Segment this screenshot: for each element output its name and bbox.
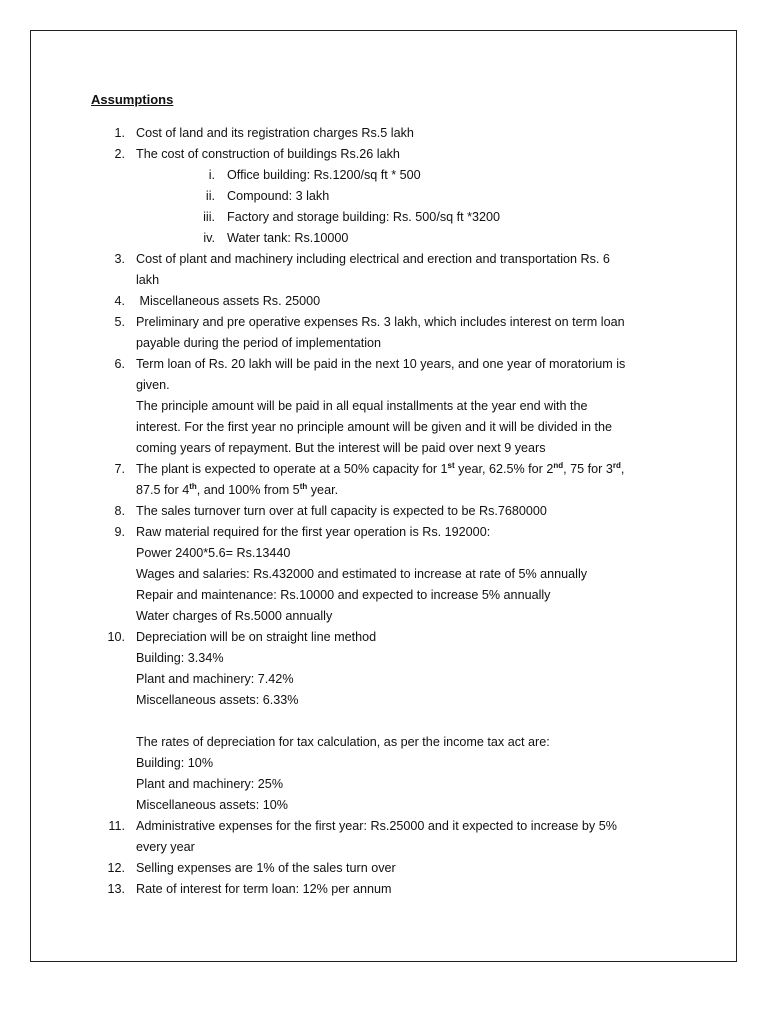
item-text: Selling expenses are 1% of the sales turn over [136, 861, 396, 875]
list-item [31, 543, 738, 564]
list-item [31, 858, 738, 879]
ordinal-suffix: rd [612, 461, 621, 470]
list-item [31, 774, 738, 795]
list-item [31, 375, 738, 396]
text-segment: 87.5 for 4 [136, 483, 190, 497]
list-item [31, 291, 738, 312]
item-text: Cost of plant and machinery including electrical and erection and transportation Rs. 6 [136, 252, 610, 266]
item-text: The sales turnover turn over at full capacity is expected to be Rs.7680000 [136, 504, 547, 518]
item-number: 5. [114, 315, 125, 329]
text-segment: year. [307, 483, 339, 497]
list-item [31, 333, 738, 354]
item-text: Water tank: Rs.10000 [227, 231, 349, 245]
sub-list-item [31, 186, 738, 207]
list-item [31, 396, 738, 417]
text-segment: , [620, 462, 625, 476]
list-item [31, 417, 738, 438]
sub-item-numeral: iii. [203, 210, 215, 224]
item-text: The cost of construction of buildings Rs.26 lakh [136, 147, 400, 161]
item-text: Raw material required for the first year operation is Rs. 192000: [136, 525, 491, 539]
item-text: Term loan of Rs. 20 lakh will be paid in the next 10 years, and one year of moratorium is [136, 357, 626, 371]
item-text [136, 480, 338, 501]
assumptions-heading: Assumptions [91, 92, 174, 107]
list-item [31, 690, 738, 711]
item-number: 11. [108, 819, 125, 833]
list-item [31, 564, 738, 585]
list-item [31, 312, 738, 333]
list-item [31, 459, 738, 480]
item-text: given. [136, 378, 170, 392]
list-item [31, 144, 738, 165]
list-item [31, 249, 738, 270]
item-text: Building: 3.34% [136, 651, 224, 665]
text-segment: year, 62.5% for 2 [454, 462, 554, 476]
item-text: Miscellaneous assets: 6.33% [136, 693, 299, 707]
item-number: 12. [107, 861, 125, 875]
item-number: 3. [114, 252, 125, 266]
list-item [31, 585, 738, 606]
list-item [31, 270, 738, 291]
sub-item-numeral: i. [208, 168, 215, 182]
list-item [31, 354, 738, 375]
list-item [31, 732, 738, 753]
item-text: Compound: 3 lakh [227, 189, 330, 203]
list-item [31, 795, 738, 816]
item-text: Power 2400*5.6= Rs.13440 [136, 546, 291, 560]
item-text: Repair and maintenance: Rs.10000 and expected to increase 5% annually [136, 588, 551, 602]
item-number: 9. [114, 525, 125, 539]
item-number: 6. [114, 357, 125, 371]
item-number: 4. [114, 294, 125, 308]
item-text: Rate of interest for term loan: 12% per annum [136, 882, 392, 896]
item-text: coming years of repayment. But the interest will be paid over next 9 years [136, 441, 546, 455]
sub-list-item [31, 165, 738, 186]
text-segment: , and 100% from 5 [196, 483, 300, 497]
list-item [31, 606, 738, 627]
item-text: Miscellaneous assets Rs. 25000 [136, 294, 321, 308]
item-number: 1. [114, 126, 125, 140]
item-text: Wages and salaries: Rs.432000 and estimated to increase at rate of 5% annually [136, 567, 588, 581]
list-item [31, 648, 738, 669]
item-text: Miscellaneous assets: 10% [136, 798, 288, 812]
ordinal-suffix: st [447, 461, 455, 470]
item-text: Preliminary and pre operative expenses Rs. 3 lakh, which includes interest on term loan [136, 315, 625, 329]
item-text: payable during the period of implementation [136, 336, 382, 350]
list-item [31, 753, 738, 774]
item-text [136, 459, 624, 480]
list-item [31, 480, 738, 501]
sub-item-numeral: iv. [203, 231, 215, 245]
item-text: every year [136, 840, 195, 854]
item-number: 10. [107, 630, 125, 644]
list-item [31, 123, 738, 144]
ordinal-suffix: th [189, 482, 197, 491]
item-text: lakh [136, 273, 160, 287]
list-item [31, 816, 738, 837]
list-item [31, 501, 738, 522]
item-number: 13. [107, 882, 125, 896]
ordinal-suffix: nd [553, 461, 564, 470]
item-text: Building: 10% [136, 756, 214, 770]
list-item [31, 627, 738, 648]
item-text: Plant and machinery: 7.42% [136, 672, 294, 686]
item-text: Cost of land and its registration charges Rs.5 lakh [136, 126, 414, 140]
text-segment: The plant is expected to operate at a 50% capacity for 1 [136, 462, 448, 476]
document-page [30, 30, 737, 962]
item-text: Administrative expenses for the first year: Rs.25000 and it expected to increase by 5% [136, 819, 617, 833]
text-segment: , 75 for 3 [563, 462, 613, 476]
list-item [31, 669, 738, 690]
sub-list-item [31, 207, 738, 228]
list-item [31, 522, 738, 543]
item-text: The principle amount will be paid in all equal installments at the year end with the [136, 399, 588, 413]
sub-list-item [31, 228, 738, 249]
list-item [31, 711, 738, 732]
item-text: Factory and storage building: Rs. 500/sq ft *3200 [227, 210, 501, 224]
list-item [31, 837, 738, 858]
item-number: 2. [114, 147, 125, 161]
item-text: The rates of depreciation for tax calculation, as per the income tax act are: [136, 735, 550, 749]
item-text: Plant and machinery: 25% [136, 777, 284, 791]
sub-item-numeral: ii. [205, 189, 215, 203]
item-text: Depreciation will be on straight line method [136, 630, 377, 644]
list-item [31, 879, 738, 900]
assumptions-list [31, 123, 738, 900]
ordinal-suffix: th [299, 482, 308, 491]
item-text: Water charges of Rs.5000 annually [136, 609, 333, 623]
item-number: 8. [114, 504, 125, 518]
item-number: 7. [114, 462, 125, 476]
list-item [31, 438, 738, 459]
item-text: Office building: Rs.1200/sq ft * 500 [227, 168, 421, 182]
item-text: interest. For the first year no principle amount will be given and it will be divided in the [136, 420, 613, 434]
